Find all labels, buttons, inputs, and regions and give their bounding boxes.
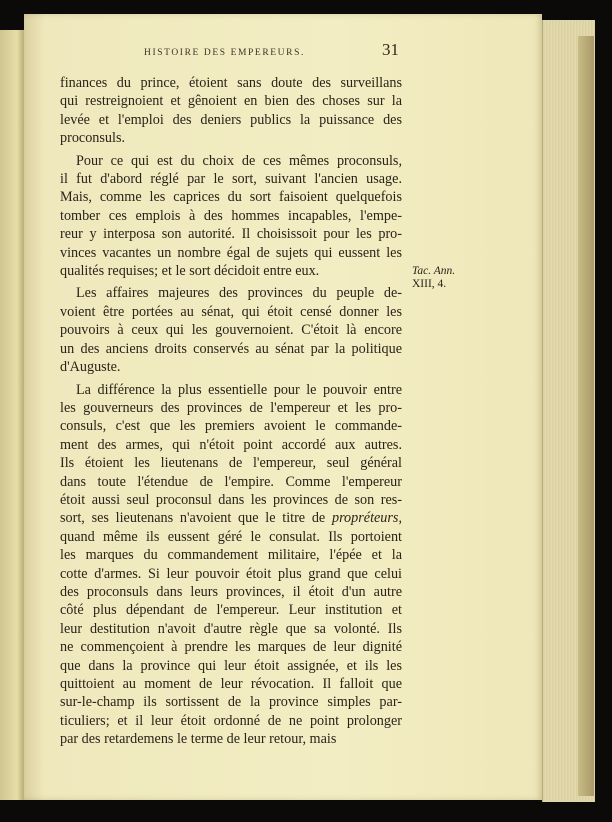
text-line: ment des armes, qui n'étoit point accordé aux autres. [60,436,402,453]
page-number: 31 [382,40,399,59]
text-line: un des anciens droits conservés au sénat par la politique [60,340,402,357]
text-line: quittoient au moment de leur révocation. Il falloit que [60,676,402,692]
text-line: des proconsuls dans leurs provinces, il étoit d'un autre [60,583,402,600]
text-line: proconsuls. [60,130,126,147]
text-line: dans toute l'étendue de l'empire. Comme l'empereur [60,473,402,490]
text-line: tomber ces emplois à des hommes incapables, l'empe- [60,207,402,224]
body-text [60,74,402,753]
text-line: levée et l'emploi des deniers publics la puissance des [60,111,402,128]
text-line: il fut d'abord réglé par le sort, suivant l'ancien usage. [60,171,402,188]
paragraph [60,152,402,281]
text-line: sur-le-champ ils sortissent de la province simples par- [60,694,402,711]
text-line: voient être portées au sénat, qui étoit censé donner les [60,303,402,320]
text-line: consuls, c'est que les premiers avoient le commande- [60,418,402,435]
text-line: les marques du commandement militaire, l'épée et la [60,547,402,564]
text-line: pouvoirs à ceux qui les gouvernoient. C'étoit là encore [60,322,402,339]
facing-page-edge [0,30,24,800]
text-line: leur destitution n'avoit d'autre règle que sa volonté. Ils [60,620,402,637]
paragraph [60,74,402,148]
text-line: Mais, comme les caprices du sort faisoient quelquefois [60,189,402,206]
text-line: par des retardemens le terme de leur retour, mais [60,731,337,748]
text-line: d'Auguste. [60,359,121,376]
text-line: les gouverneurs des provinces de l'empereur et les pro- [60,399,402,416]
text-line: ticuliers; et il leur étoit ordonné de ne point prolonger [60,712,402,729]
text-line: finances du prince, étoient sans doute des surveillans [60,75,402,91]
text-line: côté plus dépendant de l'empereur. Leur institution et [60,602,402,619]
text-line: ne commençoient à prendre les marques de leur dignité [60,639,402,656]
marginal-reference [412,265,455,291]
text-line: La différence la plus essentielle pour le pouvoir entre [76,381,402,398]
text-line: quand même ils eussent géré le consulat. Ils portoient [60,528,402,545]
text-line: qui restreignoient et gênoient en bien des choses sur la [60,93,402,110]
text-line: sort, ses lieutenans n'avoient que le titre de propréteurs, [60,510,402,527]
text-line: qualités requises; et le sort décidoit entre eux. [60,263,320,280]
marginal-source: Tac. Ann. [412,265,456,277]
book-cover-edge [578,36,594,796]
running-head: HISTOIRE DES EMPEREURS. [144,48,305,58]
marginal-ref: XIII, 4. [412,278,447,290]
text-line: reur y interposa son autorité. Il choisissoit pour les pro- [60,226,402,243]
text-line: cotte d'armes. Si leur pouvoir étoit plus grand que celui [60,565,402,582]
text-line: vinces vacantes un nombre égal de sujets qui eussent les [60,244,402,261]
text-line: Ils étoient les lieutenans de l'empereur, seul général [60,455,402,472]
text-line: que dans la province qui leur étoit assignée, et ils les [60,657,402,674]
paragraph [60,381,402,749]
paragraph [60,284,402,376]
text-line: Pour ce qui est du choix de ces mêmes proconsuls, [76,152,402,169]
text-line: Les affaires majeures des provinces du peuple de- [76,285,402,302]
text-line: étoit aussi seul proconsul dans les provinces de son res- [60,491,402,508]
